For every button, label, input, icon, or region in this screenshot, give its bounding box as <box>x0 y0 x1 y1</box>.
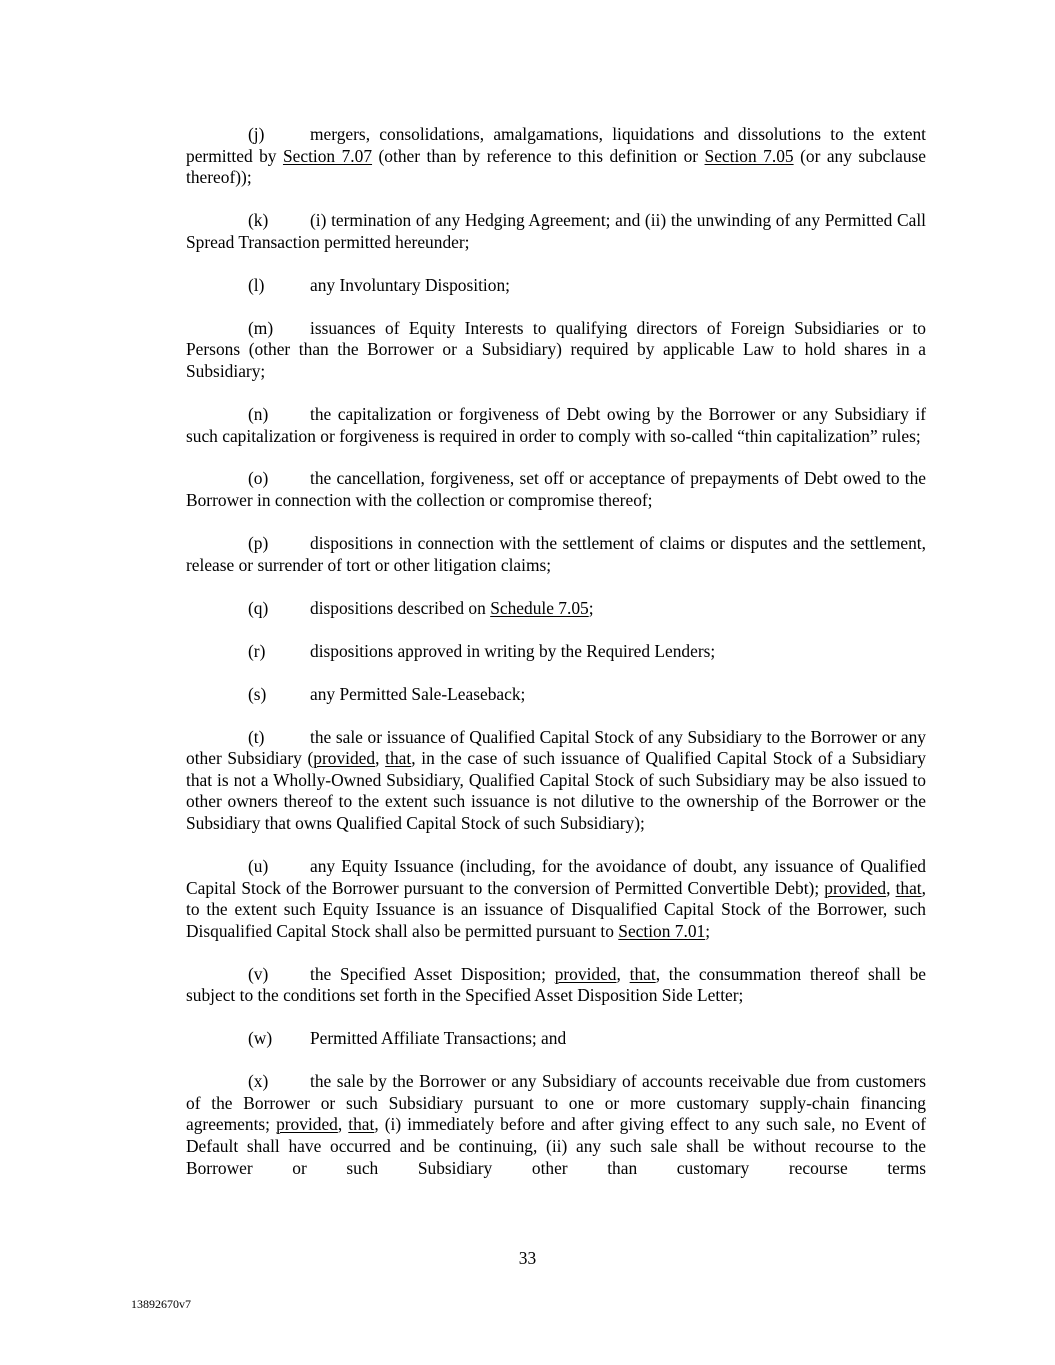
clause-text: dispositions in connection with the settlement of claims or disputes and the settlement, release or surrender of tort or other litigation claims; <box>186 533 926 575</box>
clause-text: the sale or issuance of Qualified Capital Stock of any Subsidiary to the Borrower or any other Subsidiary ( <box>186 726 926 769</box>
proviso-term: provided <box>554 963 617 984</box>
clause-text: the Specified Asset Disposition; <box>310 963 555 984</box>
clause-text: dispositions described on <box>310 597 491 618</box>
clause-text: , <box>886 877 896 898</box>
proviso-term: that <box>385 748 412 769</box>
clause-label: (v) <box>248 963 269 984</box>
proviso-term: provided <box>313 748 376 769</box>
clause-text: Permitted Affiliate Transactions; and <box>310 1028 567 1049</box>
cross-reference: Section 7.05 <box>704 145 794 166</box>
clause-t <box>186 727 926 835</box>
clause-text: the cancellation, forgiveness, set off or acceptance of prepayments of Debt owed to the Borrower in connection with the collection or compromise thereof; <box>186 468 926 511</box>
clause-s <box>186 684 926 706</box>
proviso-term: provided <box>824 877 887 898</box>
clause-text: issuances of Equity Interests to qualifying directors of Foreign Subsidiaries or to Persons (other than the Borrower or a Subsidiary) required by applicable Law to hold shares in a Subsidiary; <box>186 317 926 381</box>
clause-w <box>186 1028 926 1050</box>
clause-text: any Permitted Sale-Leaseback; <box>310 683 526 704</box>
clause-label: (x) <box>248 1071 269 1092</box>
clause-text: , to the extent such Equity Issuance is an issuance of Disqualified Capital Stock of the Borrower, such Disqualified Capital Stock shall also be permitted pursuant to <box>186 877 926 941</box>
document-id: 13892670v7 <box>131 1297 191 1311</box>
clause-text: the sale by the Borrower or any Subsidiary of accounts receivable due from customers of the Borrower or such Subsidiary pursuant to one or more customary supply-chain financing agreements; <box>186 1071 926 1135</box>
clause-o <box>186 468 926 511</box>
clause-j <box>186 124 926 189</box>
clause-label: (n) <box>248 403 269 424</box>
clause-q <box>186 598 926 620</box>
clause-v <box>186 964 926 1007</box>
clause-label: (q) <box>248 597 269 618</box>
clause-label: (u) <box>248 855 269 876</box>
clause-label: (j) <box>248 124 265 144</box>
clause-text: mergers, consolidations, amalgamations, liquidations and dissolutions to the extent permitted by <box>186 124 926 166</box>
clause-text: the capitalization or forgiveness of Debt owing by the Borrower or any Subsidiary if such capitalization or forgiveness is required in order to comply with so-called “thin capitalization” rules; <box>186 403 926 446</box>
proviso-term: that <box>629 963 656 984</box>
clause-text: ; <box>588 597 594 618</box>
clause-text: any Equity Issuance (including, for the avoidance of doubt, any issuance of Qualified Capital Stock of the Borrower pursuant to the conversion of Permitted Convertible Debt); <box>186 855 926 898</box>
clause-m <box>186 318 926 383</box>
clause-text: , <box>375 748 386 769</box>
clause-label: (w) <box>248 1028 273 1049</box>
document-body <box>186 124 926 1179</box>
clause-k <box>186 210 926 253</box>
cross-reference: Schedule 7.05 <box>490 597 589 618</box>
clause-l <box>186 275 926 297</box>
clause-r <box>186 641 926 663</box>
cross-reference: Section 7.01 <box>618 920 706 941</box>
clause-text: ; <box>705 920 711 941</box>
clause-text: , <box>337 1114 349 1135</box>
clause-text: , in the case of such issuance of Qualified Capital Stock of a Subsidiary that is not a Wholly-Owned Subsidiary, Qualified Capital Stock of such Subsidiary may be also issued to other owners thereof to the extent such issuance is not dilutive to the ownership of the Borrower or the Subsidiary that owns Qualified Capital Stock of such Subsidiary); <box>186 748 926 833</box>
clause-text: (or any subclause thereof)); <box>186 145 927 188</box>
clause-label: (t) <box>248 726 265 747</box>
clause-n <box>186 404 926 447</box>
clause-label: (m) <box>248 317 274 338</box>
clause-label: (k) <box>248 210 269 231</box>
clause-text: , (i) immediately before and after giving effect to any such sale, no Event of Default shall have occurred and be continuing, (ii) any such sale shall be without recourse to the Borrower or such Subsidiary other than customary recourse terms <box>186 1114 926 1178</box>
proviso-term: provided <box>276 1114 338 1135</box>
clause-label: (r) <box>248 640 266 661</box>
clause-label: (l) <box>248 274 265 295</box>
clause-label: (p) <box>248 533 269 554</box>
proviso-term: that <box>895 877 922 898</box>
clause-text: , the consummation thereof shall be subject to the conditions set forth in the Specified Asset Disposition Side Letter; <box>186 963 926 1006</box>
clause-label: (s) <box>248 683 267 704</box>
clause-p <box>186 533 926 576</box>
clause-text: (i) termination of any Hedging Agreement; and (ii) the unwinding of any Permitted Call Spread Transaction permitted hereunder; <box>186 210 926 252</box>
cross-reference: Section 7.07 <box>282 145 373 166</box>
clause-x <box>186 1071 926 1179</box>
clause-text: dispositions approved in writing by the Required Lenders; <box>310 640 716 661</box>
clause-u <box>186 856 926 942</box>
proviso-term: that <box>348 1114 375 1135</box>
clause-text: (other than by reference to this definition or <box>372 145 705 166</box>
clause-text: any Involuntary Disposition; <box>310 274 510 295</box>
page-number: 33 <box>518 1248 537 1268</box>
clause-label: (o) <box>248 468 269 489</box>
clause-text: , <box>616 963 630 984</box>
